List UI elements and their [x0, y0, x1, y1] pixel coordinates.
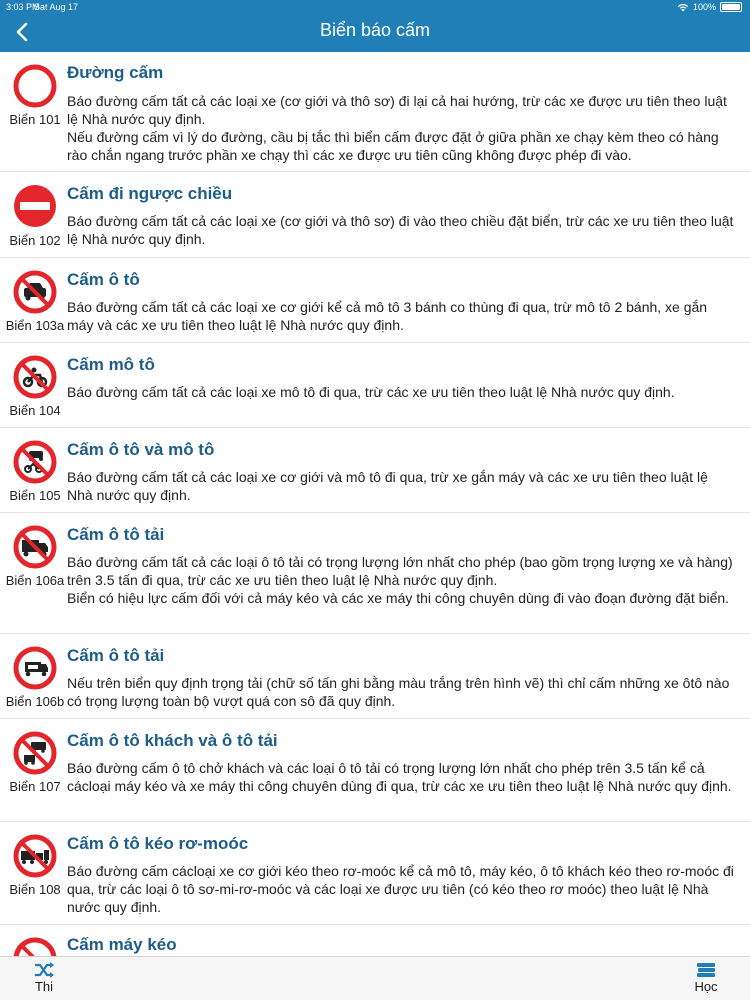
tab-bar	[0, 956, 750, 1000]
sign-code: Biển 106b	[5, 694, 65, 709]
no-motorcycles-icon	[13, 355, 57, 399]
sign-description: Báo đường cấm tất cả các loại ô tô tải có trọng lượng lớn nhất cho phép (bao gồm trọng lượng xe và hàng) trên 3.5 tấn đi qua, trừ các xe ưu tiên theo luật lệ Nhà nước quy định. Biển có hiệu lực cấm đối với cả máy kéo và các xe máy thi công chuyên dùng đi vào đoạn đường đặt biển.	[67, 554, 733, 606]
tab-hoc[interactable]	[676, 959, 736, 994]
sign-code: Biển 105	[9, 488, 61, 503]
sign-title: Cấm ô tô tải	[67, 525, 165, 544]
tab-thi[interactable]	[14, 959, 74, 994]
status-time: 3:03 PM	[6, 2, 40, 12]
sign-description: Báo đường cấm tất cả các loại xe mô tô đi qua, trừ các xe ưu tiên theo luật lệ Nhà nước quy định.	[67, 384, 675, 400]
sign-code: Biển 101	[9, 112, 61, 127]
status-date: Sat Aug 17	[34, 2, 79, 12]
sign-description: Nếu trên biển quy định trọng tải (chữ số tấn ghi bằng màu trắng trên hình vẽ) thì chỉ cấm những xe ôtô nào có trọng lượng toàn bộ vượt quá con sô đã quy định.	[67, 675, 730, 709]
no-trucks-weight-icon	[13, 646, 57, 690]
status-bar	[0, 0, 750, 14]
battery-icon	[720, 2, 742, 12]
sign-code: Biển 107	[9, 779, 61, 794]
sign-code: Biển 103a	[5, 318, 65, 333]
sign-description: Báo đường cấm tất cả các loại xe (cơ giới và thô sơ) đi vào theo chiều đặt biển, trừ các xe ưu tiên theo luật lệ Nhà nước quy định.	[67, 213, 734, 247]
sign-code: Biển 102	[9, 233, 61, 248]
sign-code: Biển 108	[9, 882, 61, 897]
list-item[interactable]	[0, 52, 750, 172]
no-cars-and-motorcycles-icon	[13, 440, 57, 484]
wifi-icon	[677, 3, 689, 12]
list-item[interactable]	[0, 719, 750, 822]
no-trailer-towing-icon	[13, 834, 57, 878]
tab-hoc-label: Học	[694, 979, 718, 994]
sign-title: Cấm ô tô khách và ô tô tải	[67, 731, 278, 750]
sign-code: Biển 106a	[5, 573, 65, 588]
list-item[interactable]	[0, 172, 750, 258]
sign-list[interactable]	[0, 52, 750, 956]
sign-title: Cấm ô tô và mô tô	[67, 440, 215, 459]
list-item[interactable]	[0, 428, 750, 513]
sign-title: Đường cấm	[67, 63, 164, 82]
sign-description: Báo đường cấm tất cả các loại xe (cơ giới và thô sơ) đi lại cả hai hướng, trừ các xe được ưu tiên theo luật lệ Nhà nước quy định. Nếu đường cấm vì lý do đường, cầu bị tắc thì biển cấm được đặt ở giữa phần xe chạy kèm theo có hàng rào chắn ngang trước phần xe chạy thì các xe được ưu tiên cũng không được phép đi vào.	[67, 93, 727, 163]
shuffle-icon	[33, 961, 55, 979]
list-item[interactable]	[0, 258, 750, 343]
sign-title: Cấm ô tô	[67, 270, 140, 289]
sign-title: Cấm ô tô kéo rơ-moóc	[67, 834, 249, 853]
book-stack-icon	[695, 961, 717, 979]
no-entry-icon	[13, 184, 57, 228]
sign-description: Báo đường cấm ô tô chở khách và các loại ô tô tải có trọng lượng lớn nhất cho phép trên 3.5 tấn kể cả cácloại máy kéo và xe máy thi công chuyên dùng đi qua, trừ các xe ưu tiên theo luật lệ Nhà nước quy định.	[67, 760, 732, 794]
list-item[interactable]	[0, 822, 750, 925]
page-title: Biển báo cấm	[319, 20, 431, 40]
no-entry-both-directions-icon	[13, 64, 57, 108]
navigation-header	[0, 0, 750, 52]
sign-title: Cấm đi ngược chiều	[67, 184, 233, 203]
list-item[interactable]	[0, 634, 750, 719]
sign-code: Biển 104	[9, 403, 61, 418]
list-item[interactable]	[0, 925, 750, 956]
sign-title: Cấm ô tô tải	[67, 646, 165, 665]
sign-description: Báo đường cấm cácloại xe cơ giới kéo theo rơ-moóc kể cả mô tô, máy kéo, ô tô khách kéo theo rơ-moóc đi qua, trừ các loại ô tô sơ-mi-rơ-moóc và các loại xe được ưu tiên (có kéo theo rơ moóc) theo luật lệ Nhà nước quy định.	[67, 863, 734, 915]
sign-description: Báo đường cấm tất cả các loại xe cơ giới kể cả mô tô 3 bánh co thùng đi qua, trừ mô tô 2 bánh, xe gắn máy và các xe ưu tiên theo luật lệ Nhà nước quy định.	[67, 299, 708, 333]
sign-title: Cấm mô tô	[67, 355, 155, 374]
no-trucks-icon	[13, 525, 57, 569]
list-item[interactable]	[0, 513, 750, 634]
sign-title: Cấm máy kéo	[67, 935, 177, 954]
no-cars-icon	[13, 270, 57, 314]
tab-thi-label: Thi	[34, 979, 54, 994]
battery-percent: 100%	[692, 2, 716, 12]
sign-description: Báo đường cấm tất cả các loại xe cơ giới và mô tô đi qua, trừ xe gắn máy và các xe ưu tiên theo luật lệ Nhà nước quy định.	[67, 469, 708, 503]
list-item[interactable]	[0, 343, 750, 428]
no-buses-and-trucks-icon	[13, 731, 57, 775]
no-tractors-icon	[13, 937, 57, 956]
